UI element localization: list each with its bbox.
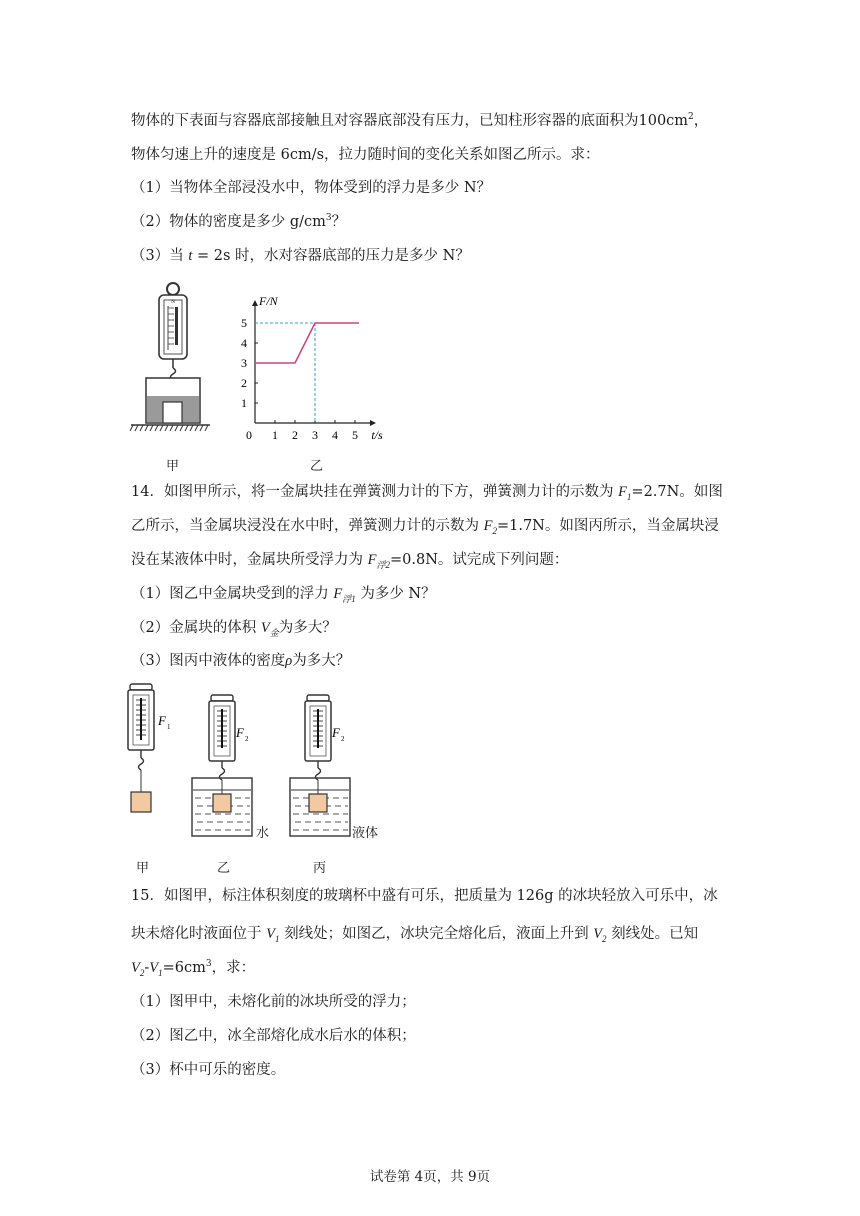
x-axis-arrow — [370, 420, 376, 426]
y-tick-label: 3 — [241, 356, 247, 370]
y-axis-arrow — [252, 300, 258, 306]
q14-subquestion-3: （3）图丙中液体的密度ρ为多大？ — [131, 653, 351, 669]
q13-subquestion-1: （1）当物体全部浸没水中，物体受到的浮力是多少 N？ — [131, 180, 492, 196]
q13-chart-yi — [236, 295, 396, 445]
q14-caption-jia: 甲 — [136, 861, 150, 876]
x-tick-label: 0 — [246, 428, 252, 442]
q15-subquestion-1: （1）图甲中，未熔化前的冰块所受的浮力； — [131, 994, 416, 1010]
label-f1: F — [158, 713, 166, 728]
q14-scale-bing — [290, 695, 350, 836]
y-axis-label: F/N — [259, 295, 278, 308]
x-tick-label: 3 — [312, 428, 318, 442]
scale-unit-mark: N — [171, 300, 175, 305]
label-f2-yi: F — [236, 725, 244, 740]
x-tick-label: 2 — [292, 428, 298, 442]
x-axis-label: t/s — [371, 428, 383, 442]
q13-subquestion-3: （3）当 t = 2s 时，水对容器底部的压力是多少 N？ — [131, 248, 470, 264]
q14-caption-yi: 乙 — [217, 861, 231, 876]
x-tick-label: 5 — [352, 428, 358, 442]
y-tick-label: 4 — [241, 336, 247, 350]
q15-text-line-1: 15．如图甲，标注体积刻度的玻璃杯中盛有可乐，把质量为 126g 的冰块轻放入可乐中，冰 — [131, 888, 718, 904]
q15-subquestion-3: （3）杯中可乐的密度。 — [131, 1062, 286, 1078]
q13-caption-yi: 乙 — [310, 459, 324, 474]
label-water: 水 — [256, 826, 270, 841]
q15-text-line-2: 块未熔化时液面位于 $V_1$ 刻线处；如图乙，冰块完全熔化后，液面上升到 $V_2$ 刻线处。已知 — [131, 926, 699, 944]
q14-subquestion-1: （1）图乙中金属块受到的浮力 $F_{浮1}$ 为多少 N？ — [131, 586, 436, 604]
q13-figure-jia — [128, 280, 218, 440]
y-tick-label: 1 — [241, 396, 247, 410]
q14-text-line-3: 没在某液体中时，金属块所受浮力为 $F_{浮2}=0.8N$。试完成下列问题： — [131, 552, 569, 570]
label-f1-sub: 1 — [167, 723, 171, 731]
q13-text-line-1: 物体的下表面与容器底部接触且对容器底部没有压力，已知柱形容器的底面积为$100cm^2$， — [131, 112, 709, 129]
label-f2-yi-sub: 2 — [245, 735, 249, 743]
q14-scale-jia — [128, 684, 171, 812]
y-tick-label: 5 — [241, 316, 247, 330]
q14-subquestion-2: （2）金属块的体积 $V_金$为多大？ — [131, 620, 337, 638]
q14-text-line-1: 14．如图甲所示，将一金属块挂在弹簧测力计的下方，弹簧测力计的示数为 $F_1=2.7N$。如图 — [131, 484, 723, 502]
x-tick-label: 1 — [272, 428, 278, 442]
label-liquid: 液体 — [352, 826, 379, 841]
q15-text-line-3: $V_2-V_1=6cm^3$，求： — [131, 959, 256, 978]
x-tick-label: 4 — [332, 428, 338, 442]
label-f2-bing: F — [332, 725, 340, 740]
q15-subquestion-2: （2）图乙中，冰全部熔化成水后水的体积； — [131, 1028, 416, 1044]
q14-text-line-2: 乙所示，当金属块浸没在水中时，弹簧测力计的示数为 $F_2=1.7N$。如图丙所示，当金属块浸 — [131, 518, 719, 536]
y-tick-label: 2 — [241, 376, 247, 390]
label-f2-bing-sub: 2 — [341, 735, 345, 743]
page-footer: 试卷第 4页，共 9页 — [369, 1169, 491, 1185]
q13-caption-jia: 甲 — [166, 459, 180, 474]
q14-caption-bing: 丙 — [313, 861, 327, 876]
series-line — [255, 323, 359, 363]
q13-subquestion-2: （2）物体的密度是多少 $g/cm^3$？ — [131, 213, 347, 230]
q13-text-line-2: 物体匀速上升的速度是 6cm/s，拉力随时间的变化关系如图乙所示。求： — [131, 147, 600, 163]
q14-figure-set — [125, 682, 395, 842]
q14-scale-yi — [192, 695, 252, 836]
